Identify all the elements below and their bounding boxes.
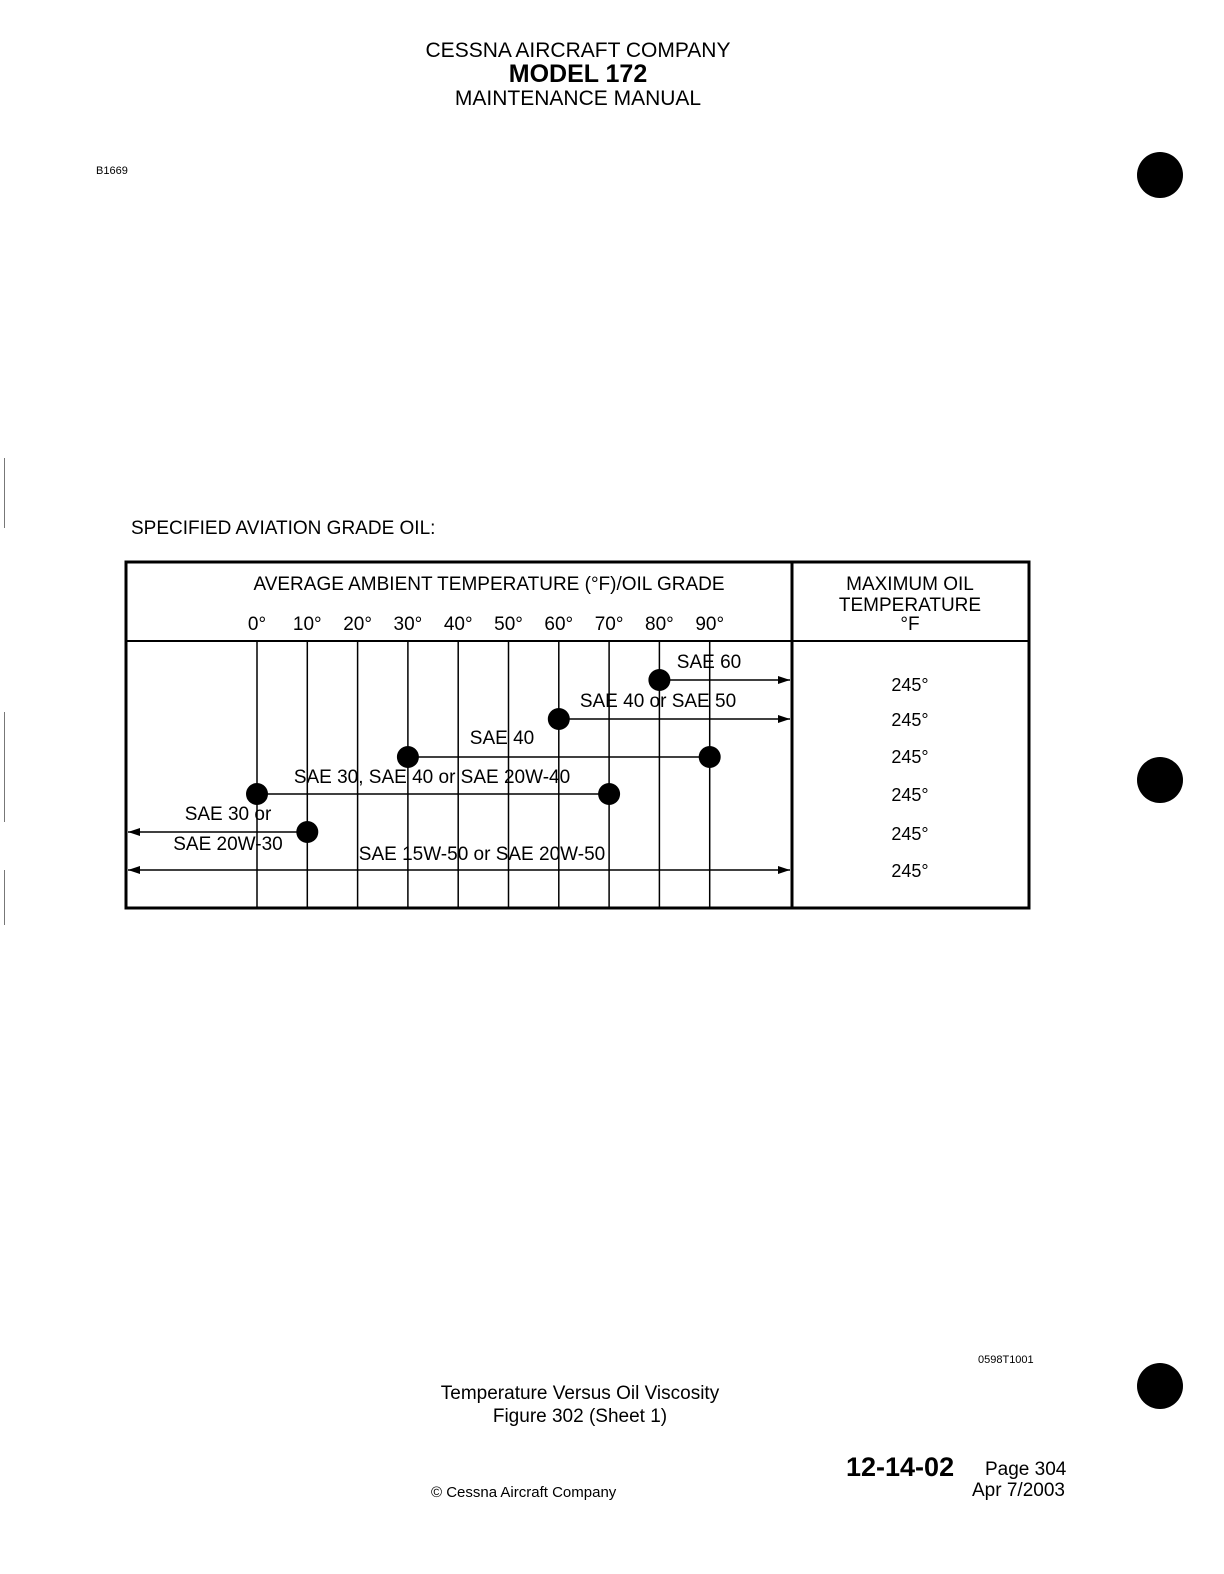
range-label-1: SAE 40 or SAE 50 — [579, 691, 737, 712]
tick-label-40: 40° — [443, 614, 473, 635]
tick-label-0: 0° — [247, 614, 267, 635]
drawing-number: B1669 — [96, 165, 128, 177]
range-left-arrow-5 — [128, 866, 140, 874]
tick-label-80: 80° — [645, 614, 674, 635]
max-temp-header-line1: MAXIMUM OIL — [846, 574, 974, 595]
range-min-dot-3 — [246, 783, 268, 805]
max-temp-header-line2: TEMPERATURE — [838, 595, 982, 616]
tick-label-10: 10° — [292, 614, 322, 635]
range-max-dot-3 — [598, 783, 620, 805]
model-title: MODEL 172 — [508, 60, 648, 88]
tick-label-20: 20° — [343, 614, 372, 635]
manual-title: MAINTENANCE MANUAL — [454, 87, 702, 110]
page-date: Apr 7/2003 — [972, 1480, 1065, 1501]
max-oil-temp-4: 245° — [891, 824, 929, 844]
range-min-dot-1 — [548, 708, 570, 730]
range-left-arrow-4 — [128, 828, 140, 836]
tick-label-60: 60° — [544, 614, 574, 635]
range-right-arrow-5 — [778, 866, 790, 874]
range-max-dot-4 — [296, 821, 318, 843]
figure-number: Figure 302 (Sheet 1) — [492, 1406, 668, 1427]
range-min-dot-0 — [648, 669, 670, 691]
max-temp-header-line3: °F — [900, 614, 920, 635]
range-right-arrow-0 — [778, 676, 790, 684]
tick-label-70: 70° — [594, 614, 624, 635]
page-number: Page 304 — [985, 1459, 1067, 1480]
max-oil-temp-2: 245° — [891, 747, 929, 767]
max-oil-temp-5: 245° — [891, 861, 929, 881]
tick-label-30: 30° — [393, 614, 423, 635]
company-name: CESSNA AIRCRAFT COMPANY — [425, 39, 731, 62]
max-oil-temp-3: 245° — [891, 785, 929, 805]
chart-title: AVERAGE AMBIENT TEMPERATURE (°F)/OIL GRADE — [253, 574, 725, 595]
range-bars — [128, 652, 790, 874]
range-label-3: SAE 30, SAE 40 or SAE 20W-40 — [293, 767, 571, 788]
tick-label-90: 90° — [695, 614, 725, 635]
range-min-dot-2 — [397, 746, 419, 768]
range-max-dot-2 — [699, 746, 721, 768]
max-oil-temp-1: 245° — [891, 710, 929, 730]
range-right-arrow-1 — [778, 715, 790, 723]
range-label-0: SAE 60 — [676, 652, 742, 673]
section-label: SPECIFIED AVIATION GRADE OIL: — [131, 518, 436, 539]
section-number: 12-14-02 — [846, 1452, 955, 1482]
figure-code: 0598T1001 — [978, 1354, 1034, 1366]
copyright: © Cessna Aircraft Company — [431, 1484, 617, 1501]
tick-labels — [248, 614, 724, 635]
range-label-4-line2: SAE 20W-30 — [173, 834, 283, 855]
range-label-5: SAE 15W-50 or SAE 20W-50 — [358, 844, 606, 865]
figure-title: Temperature Versus Oil Viscosity — [440, 1383, 720, 1404]
range-label-2: SAE 40 — [469, 728, 535, 749]
range-label-4: SAE 30 or — [184, 804, 272, 825]
max-temp-values — [891, 675, 928, 881]
max-oil-temp-0: 245° — [891, 675, 929, 695]
tick-label-50: 50° — [494, 614, 523, 635]
